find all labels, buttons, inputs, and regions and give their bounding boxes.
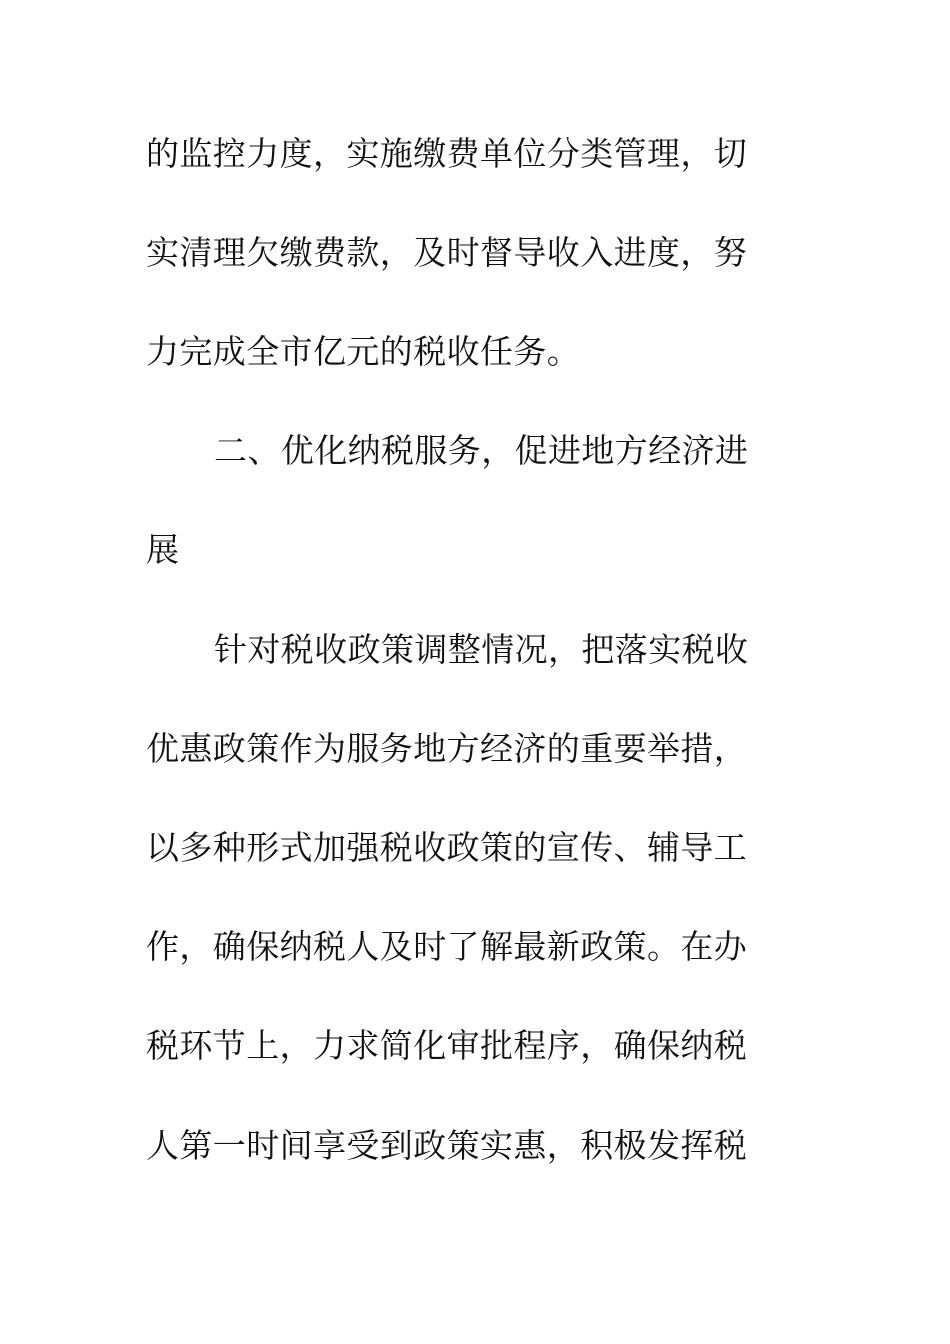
paragraph-line: 以多种形式加强税收政策的宣传、辅导工 xyxy=(146,828,748,867)
section-heading-line: 展 xyxy=(146,530,180,569)
paragraph-line: 人第一时间享受到政策实惠，积极发挥税 xyxy=(146,1126,748,1165)
paragraph-line: 力完成全市亿元的税收任务。 xyxy=(146,332,581,371)
paragraph-line: 的监控力度，实施缴费单位分类管理，切 xyxy=(146,134,748,173)
paragraph-line: 作，确保纳税人及时了解最新政策。在办 xyxy=(146,927,748,966)
paragraph-line: 优惠政策作为服务地方经济的重要举措， xyxy=(146,729,748,768)
paragraph-line: 针对税收政策调整情况，把落实税收 xyxy=(214,630,749,669)
paragraph-line: 实清理欠缴费款，及时督导收入进度，努 xyxy=(146,233,748,272)
section-heading-line: 二、优化纳税服务，促进地方经济进 xyxy=(214,431,749,470)
paragraph-line: 税环节上，力求简化审批程序，确保纳税 xyxy=(146,1026,748,1065)
